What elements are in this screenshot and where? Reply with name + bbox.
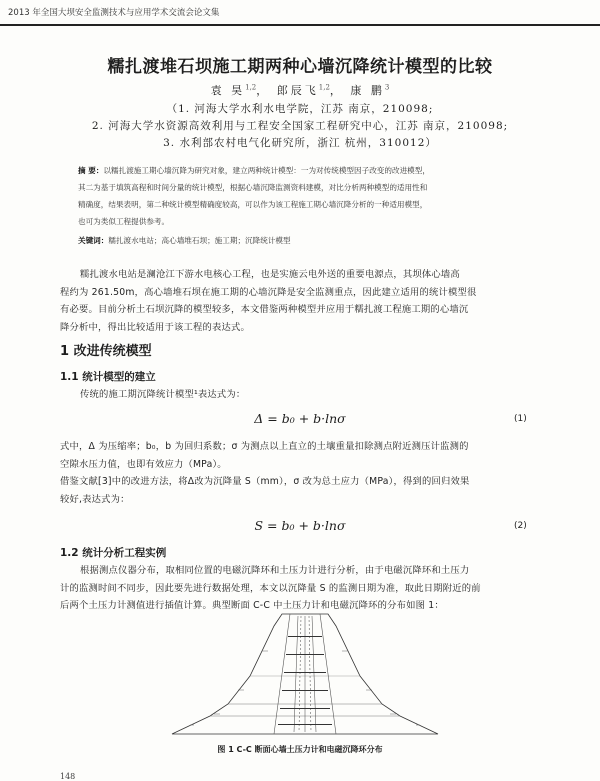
- intro-line-3: 有必要。目前分析土石坝沉降的模型较多，本文借鉴两种模型并应用于糯扎渡工程施工期的心墙沉: [60, 304, 469, 315]
- improve-line-1: 借鉴文献[3]中的改进方法，将Δ改为沉降量 S（mm），σ 改为总土应力（MPa），得到的回归效果: [60, 476, 470, 487]
- intro-paragraph: [60, 266, 554, 336]
- section-1-heading: 1 改进传统模型: [60, 344, 152, 359]
- paper-title: 糯扎渡堆石坝施工期两种心墙沉降统计模型的比较: [107, 57, 493, 77]
- abstract: [78, 162, 540, 249]
- affiliation-3: 3. 水利部农村电气化研究所，浙江 杭州，310012）: [163, 137, 437, 149]
- abstract-line-2: 其二为基于填筑高程和时间分量的统计模型，根据心墙沉降监测资料建模，对比分析两种模型的适用性和: [78, 183, 428, 192]
- keywords-label: 关键词：: [78, 236, 109, 245]
- section-1-2-heading: 1.2 统计分析工程实例: [60, 547, 167, 559]
- intro-line-1: 糯扎渡水电站是澜沧江下游水电核心工程，也是实施云电外送的重要电源点，其坝体心墙高: [80, 269, 460, 280]
- author-1-affil: 1,2: [245, 83, 257, 92]
- author-2-affil: 1,2: [318, 83, 330, 92]
- intro-line-2: 程约为 261.50m，高心墙堆石坝在施工期的心墙沉降是安全监测重点，因此建立适用的统计模型很: [60, 286, 477, 298]
- author-3: 康 鹏: [350, 84, 385, 97]
- equation-1: Δ = b₀ + b·lnσ: [254, 411, 346, 426]
- author-2: 郎辰飞: [276, 84, 319, 97]
- instance-line-2: 计的监测时间不同步，因此要先进行数据处理，本文以沉降量 S 的监测日期为准，取此日期附近的前: [60, 582, 481, 594]
- header-rule: [0, 24, 600, 26]
- affiliation-2: 2. 河海大学水资源高效利用与工程安全国家工程研究中心，江苏 南京，210098;: [91, 120, 509, 132]
- abstract-line-4: 也可为类似工程提供参考。: [78, 217, 170, 226]
- running-header: 2013 年全国大坝安全监测技术与应用学术交流会论文集: [8, 8, 220, 18]
- dam-section-figure: [170, 596, 440, 738]
- abstract-label: 摘 要：: [78, 166, 104, 175]
- abstract-line-3: 精确度，结果表明，第二种统计模型精确度较高，可以作为该工程施工期心墙沉降分析的一种适用模型，: [78, 200, 428, 209]
- author-3-affil: 3: [384, 83, 390, 92]
- equation-2-number: (2): [514, 521, 527, 531]
- instrument-lines: [294, 616, 316, 732]
- figure-caption: 图 1 C-C 断面心墙土压力计和电磁沉降环分布: [217, 745, 383, 754]
- affiliation-1: （1. 河海大学水利水电学院，江苏 南京，210098;: [166, 103, 434, 115]
- author-list: 袁 昊$^{1,2}$， 郎辰飞$^{1,2}$， 康 鹏$^3$: [210, 83, 390, 97]
- instance-line-3: 后两个土压力计测值进行插值计算。典型断面 C-C 中土压力计和电磁沉降环的分布如图 1：: [60, 600, 444, 611]
- section-1-1-heading: 1.1 统计模型的建立: [60, 371, 156, 383]
- equation-1-number: (1): [514, 414, 527, 424]
- improve-line-2: 较好,表达式为：: [60, 493, 130, 505]
- equation-2: S = b₀ + b·lnσ: [254, 518, 346, 533]
- author-1: 袁 昊: [210, 84, 246, 97]
- page-number: 148: [60, 772, 76, 781]
- model-intro: 传统的施工期沉降统计模型¹表达式为：: [80, 389, 246, 400]
- intro-line-4: 降分析中，得出比较适用于该工程的表达式。: [60, 321, 250, 333]
- expl-line-2: 空隙水压力值，也即有效应力（MPa）。: [60, 458, 227, 470]
- expl-line-1: 式中，Δ 为压缩率；b₀，b 为回归系数；σ 为测点以上直立的土壤重量扣除测点附近测压计监测的: [60, 441, 469, 452]
- abstract-line-1: 以糯扎渡施工期心墙沉降为研究对象，建立两种统计模型：一为对传统模型因子改变的改进模型，: [103, 166, 430, 175]
- keywords-text: 糯扎渡水电站；高心墙堆石坝；施工期；沉降统计模型: [108, 236, 291, 245]
- variable-explanation: [60, 438, 554, 508]
- instance-line-1: 根据测点仪器分布，取相同位置的电磁沉降环和土压力计进行分析，由于电磁沉降环和土压力: [80, 565, 470, 576]
